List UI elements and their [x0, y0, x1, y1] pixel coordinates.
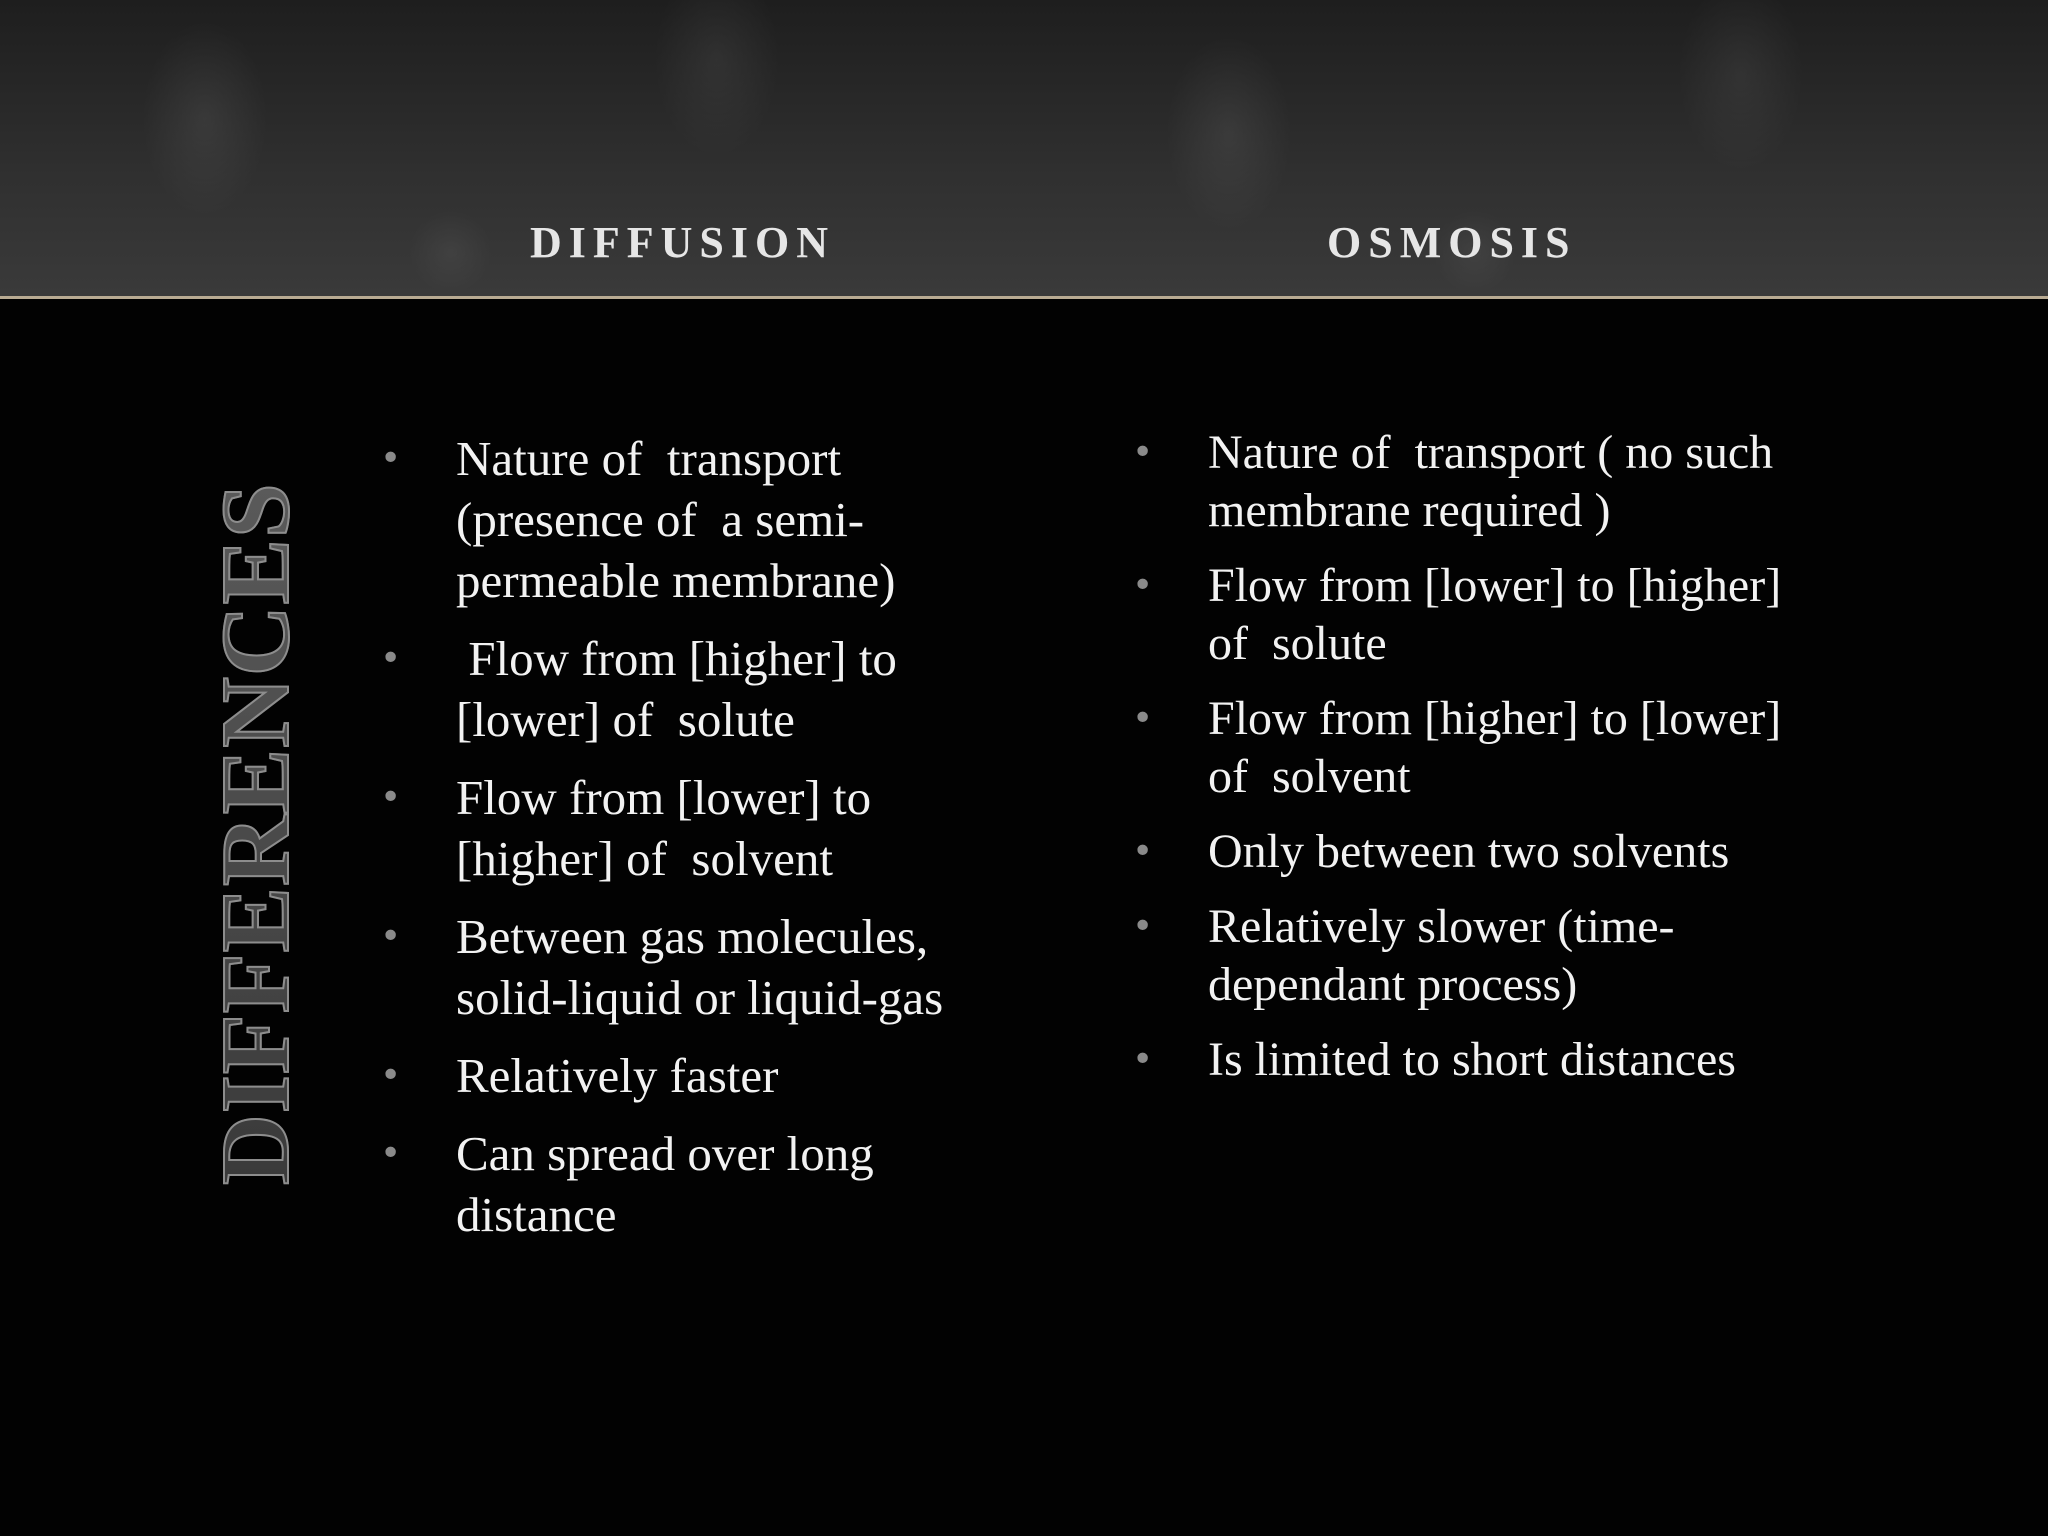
column-heading-osmosis: OSMOSIS	[1327, 218, 1577, 267]
bullet-text: Flow from [higher] to [lower] of solvent	[1208, 692, 1794, 803]
bullet-text: Between gas molecules, solid-liquid or liquid-gas	[456, 909, 944, 1025]
bullet-icon: •	[380, 1055, 402, 1096]
bullet-icon: •	[1132, 1039, 1154, 1080]
bullet-text: Flow from [lower] to [higher] of solute	[1208, 559, 1794, 670]
list-item	[380, 628, 1040, 750]
column-heading-diffusion: DIFFUSION	[530, 218, 836, 267]
bullet-text: Relatively slower (time-dependant process)	[1208, 900, 1675, 1011]
bullet-icon: •	[380, 777, 402, 818]
list-item	[1132, 557, 1832, 673]
bullet-icon: •	[380, 638, 402, 679]
bullet-icon: •	[1132, 831, 1154, 872]
bullet-text: Flow from [higher] to [lower] of solute	[456, 631, 910, 747]
list-item	[1132, 424, 1832, 540]
header-damask-band	[0, 0, 2048, 296]
bullet-text: Nature of transport (presence of a semi-permeable membrane)	[456, 431, 896, 608]
list-item	[1132, 690, 1832, 806]
bullet-icon: •	[1132, 432, 1154, 473]
bullet-text: Flow from [lower] to [higher] of solvent	[456, 770, 884, 886]
list-item	[380, 428, 1040, 611]
bullet-icon: •	[1132, 906, 1154, 947]
list-item	[380, 1123, 1040, 1245]
list-item	[380, 906, 1040, 1028]
diffusion-bullet-list	[380, 428, 1040, 1262]
bullet-text: Only between two solvents	[1208, 825, 1730, 878]
osmosis-bullet-list	[1132, 424, 1832, 1106]
list-item	[1132, 898, 1832, 1014]
header-divider-line	[0, 296, 2048, 299]
bullet-icon: •	[380, 438, 402, 479]
list-item	[1132, 1031, 1832, 1089]
bullet-text: Relatively faster	[456, 1048, 779, 1103]
bullet-icon: •	[380, 1133, 402, 1174]
list-item	[380, 767, 1040, 889]
bullet-text: Nature of transport ( no such membrane required )	[1208, 426, 1786, 537]
bullet-icon: •	[380, 916, 402, 957]
bullet-icon: •	[1132, 698, 1154, 739]
list-item	[1132, 823, 1832, 881]
slide-title: DIFFERENCES	[202, 482, 310, 1185]
bullet-text: Can spread over long distance	[456, 1126, 886, 1242]
bullet-icon: •	[1132, 565, 1154, 606]
bullet-text: Is limited to short distances	[1208, 1033, 1736, 1086]
list-item	[380, 1045, 1040, 1106]
